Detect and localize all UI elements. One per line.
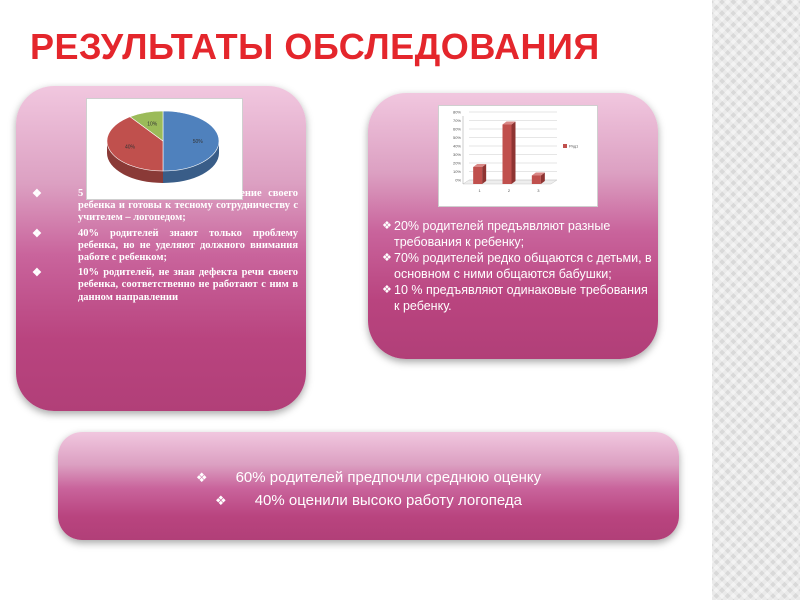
right-bullet-text: 10 % предъявляют одинаковые требования к ребенку.	[394, 283, 648, 313]
bar-legend-swatch	[563, 144, 567, 148]
left-bullet-item	[32, 267, 298, 304]
bar-x-tick-label: 3	[537, 188, 540, 193]
bar-side-face	[482, 164, 486, 184]
left-bullet-list	[32, 188, 298, 307]
left-bullet-text: 40% родителей знают только проблему ребенка, но не уделяют должного внимания работе с ребенком;	[78, 227, 298, 264]
bar-y-tick-label: 30%	[452, 152, 461, 157]
bottom-summary-text: 40% оценили высоко работу логопеда	[254, 492, 522, 509]
bullet-marker-icon: ❖	[32, 267, 42, 280]
bullet-marker-icon: ❖	[215, 493, 227, 508]
right-bullet-item	[382, 282, 652, 314]
bar-mark	[532, 173, 545, 185]
pie-chart-frame	[86, 98, 243, 200]
bar-chart	[439, 106, 597, 206]
bar-chart-frame	[438, 105, 598, 207]
left-bullet-text: знают логопедическое заключение своего ребенка и готовы к тесному сотрудничеству с учителем – логопедом;	[78, 188, 299, 224]
right-bullet-text: 20% родителей предъявляют разные требования к ребенку;	[394, 219, 611, 249]
left-results-card	[16, 86, 306, 411]
bar-y-tick-label: 70%	[452, 118, 461, 123]
bullet-marker-icon: ❖	[382, 284, 392, 296]
bullet-marker-icon: ❖	[32, 227, 42, 240]
bullet-marker-icon: ❖	[32, 188, 42, 200]
bullet-marker-icon: ❖	[195, 470, 208, 485]
bar-y-tick-label: 40%	[452, 143, 461, 149]
left-bullet-item	[32, 188, 298, 225]
bottom-summary-line	[58, 489, 679, 512]
pie-slice-label: 50%	[192, 139, 203, 145]
bullet-marker-icon: ❖	[382, 252, 392, 264]
right-bullet-text: 70% родителей редко общаются с детьми, в основном с ними общаются бабушки;	[394, 251, 652, 281]
bottom-summary-card	[58, 432, 679, 540]
bar-legend-label: Ряд1	[569, 143, 579, 149]
bar-y-tick-label: 80%	[452, 109, 461, 115]
bottom-summary-text: 60% родителей предпочли среднюю оценку	[235, 469, 542, 486]
bar-x-tick-label: 2	[507, 188, 511, 193]
bar-front-face	[473, 167, 482, 184]
slide-title: РЕЗУЛЬТАТЫ ОБСЛЕДОВАНИЯ	[30, 26, 600, 67]
bar-y-tick-label: 50%	[452, 135, 461, 140]
right-results-card	[368, 93, 658, 359]
bar-front-face	[532, 176, 541, 185]
left-bullet-prefix: 5	[78, 188, 84, 199]
bar-front-face	[503, 125, 512, 185]
bottom-summary-line	[58, 466, 679, 489]
pie-slice-label: 40%	[124, 144, 135, 151]
bullet-marker-icon: ❖	[382, 220, 392, 232]
left-bullet-text: 10% родителей, не зная дефекта речи своего ребенка, соответственно не работают с ним в данном направлении	[78, 267, 298, 303]
left-bullet-item	[32, 228, 298, 265]
bar-side-face	[512, 122, 516, 185]
bar-y-tick-label: 60%	[452, 126, 461, 132]
bar-y-tick-label: 10%	[452, 169, 461, 174]
bar-y-tick-label: 0%	[455, 177, 461, 183]
bar-mark	[503, 122, 516, 185]
right-bullet-item	[382, 218, 652, 250]
bar-x-tick-label: 1	[478, 188, 481, 193]
pie-chart	[87, 99, 242, 199]
side-stripe-decoration	[712, 0, 800, 600]
right-bullet-item	[382, 250, 652, 282]
bottom-summary-list	[58, 466, 679, 512]
right-bullet-list	[382, 218, 652, 314]
bar-mark	[473, 164, 486, 184]
pie-slice-label: 10%	[147, 121, 158, 128]
bar-y-tick-label: 20%	[452, 160, 461, 166]
